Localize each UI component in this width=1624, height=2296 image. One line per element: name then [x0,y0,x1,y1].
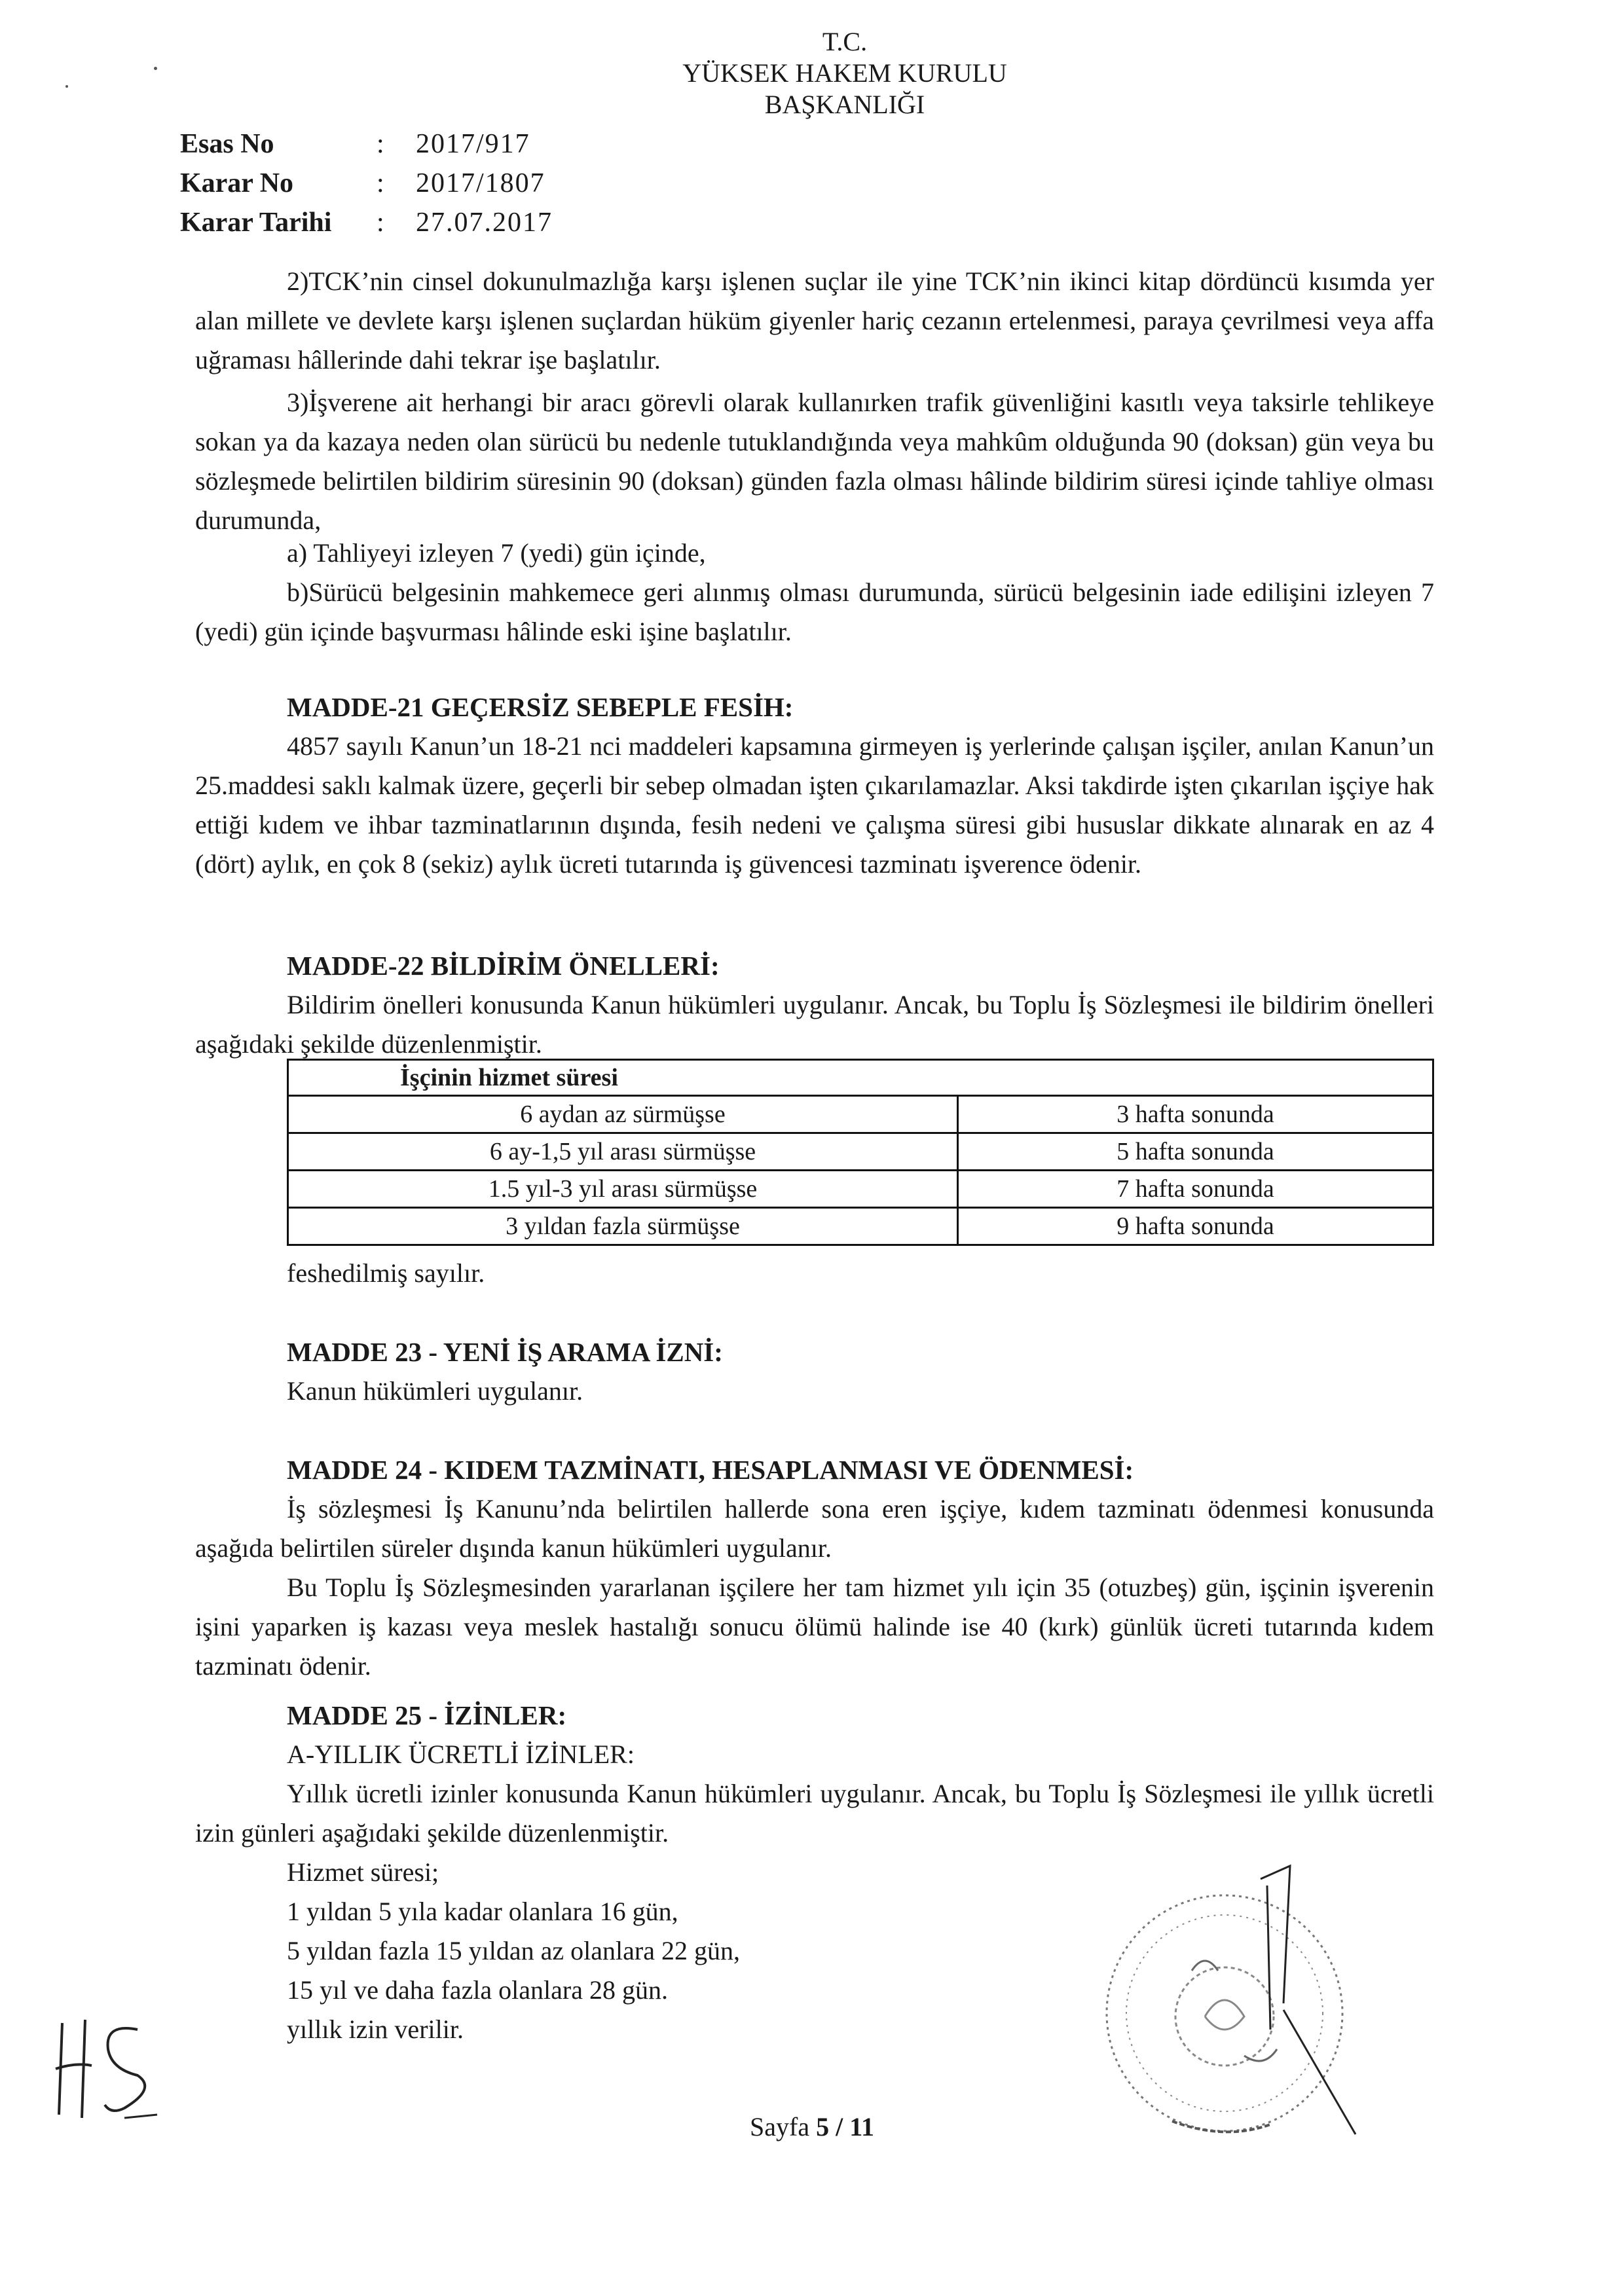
leave-list-item: 1 yıldan 5 yıla kadar olanlara 16 gün, [287,1897,678,1926]
section-text-madde24-p1: İş sözleşmesi İş Kanunu’nda belirtilen hallerde sona eren işçiye, kıdem tazminatı ödenmesi konusunda aşağıda belirtilen süreler dışında kanun hükümleri uygulanır. [195,1494,1434,1563]
paragraph-tck: 2)TCK’nin cinsel dokunulmazlığa karşı işlenen suçlar ile yine TCK’nin ikinci kitap dördüncü kısımda yer alan millete ve devlete karşı işlenen suçlardan hüküm giyenler hariç cezanın ertelenmesi, paraya çevrilmesi veya affa uğraması hâllerinde dahi tekrar işe başlatılır. [195,266,1434,374]
table-row [288,1096,1433,1133]
leave-list-item: 15 yıl ve daha fazla olanlara 28 gün. [287,1975,668,2005]
table-cell-notice: 7 hafta sonunda [958,1171,1433,1208]
section-title-madde22: MADDE-22 BİLDİRİM ÖNELLERİ: [287,951,720,981]
table-cell-period: 6 aydan az sürmüşse [288,1096,958,1133]
scan-speck [154,67,157,70]
table-header: İşçinin hizmet süresi [288,1060,1433,1096]
table-row [288,1171,1433,1208]
official-seal-stamp [1074,1859,1401,2154]
page-number: 5 [816,2112,830,2141]
page-separator: / [836,2112,843,2141]
section-title-madde21: MADDE-21 GEÇERSİZ SEBEPLE FESİH: [287,692,794,722]
section-text-madde24-p2: Bu Toplu İş Sözleşmesinden yararlanan işçilere her tam hizmet yılı için 35 (otuzbeş) gün, işçinin işverenin işini yaparken iş kazası veya meslek hastalığı sonucu ölümü halinde ise 40 (kırk) günlük ücreti tutarında kıdem tazminatı ödenir. [195,1573,1434,1681]
section-title-madde25: MADDE 25 - İZİNLER: [287,1700,567,1730]
table-cell-period: 6 ay-1,5 yıl arası sürmüşse [288,1133,958,1171]
meta-value: 27.07.2017 [416,208,553,238]
paragraph-item-a: a) Tahliyeyi izleyen 7 (yedi) gün içinde, [287,538,706,568]
meta-value: 2017/917 [416,129,530,159]
header-department: BAŞKANLIĞI [764,90,925,119]
section-text-madde25: Yıllık ücretli izinler konusunda Kanun hükümleri uygulanır. Ancak, bu Toplu İş Sözleşmesi ile yıllık ücretli izin günleri aşağıdaki şekilde düzenlenmiştir. [195,1779,1434,1848]
handwritten-initials [46,2016,164,2121]
leave-list-item: 5 yıldan fazla 15 yıldan az olanlara 22 gün, [287,1936,740,1965]
meta-colon: : [377,208,384,238]
meta-row-esas [180,124,553,164]
table-trailing-text: feshedilmiş sayılır. [287,1258,485,1288]
meta-key: Esas No [180,129,274,159]
paragraph-traffic: 3)İşverene ait herhangi bir aracı görevli olarak kullanırken trafik güvenliğini kasıtlı veya taksirle tehlikeye sokan ya da kazaya neden olan sürücü bu nedenle tutuklandığında veya mahkûm olduğunda 90 (doksan) gün veya bu sözleşmede belirtilen bildirim süresinin 90 (doksan) günden fazla olması hâlinde bildirim süresi içinde tahliye olması durumunda, [195,388,1434,535]
page-label: Sayfa [750,2112,810,2141]
header-institution: YÜKSEK HAKEM KURULU [682,58,1007,88]
meta-row-karar [180,164,553,203]
page-footer [0,2111,1624,2142]
table-cell-notice: 9 hafta sonunda [958,1208,1433,1245]
section-text-madde22: Bildirim önelleri konusunda Kanun hükümleri uygulanır. Ancak, bu Toplu İş Sözleşmesi ile bildirim önelleri aşağıdaki şekilde düzenlenmiştir. [195,990,1434,1059]
page-total: 11 [849,2112,874,2141]
meta-value: 2017/1807 [416,168,545,198]
section-subtitle-madde25: A-YILLIK ÜCRETLİ İZİNLER: [287,1740,635,1769]
table-cell-period: 1.5 yıl-3 yıl arası sürmüşse [288,1171,958,1208]
header-tc: T.C. [822,27,868,56]
leave-list-closing: yıllık izin verilir. [287,2014,464,2044]
meta-key: Karar Tarihi [180,208,332,238]
table-cell-notice: 3 hafta sonunda [958,1096,1433,1133]
table-cell-notice: 5 hafta sonunda [958,1133,1433,1171]
table-header-row [288,1060,1433,1096]
notice-period-table [287,1059,1434,1246]
meta-row-tarih [180,203,553,242]
table-row [288,1208,1433,1245]
section-title-madde24: MADDE 24 - KIDEM TAZMİNATI, HESAPLANMASI VE ÖDENMESİ: [287,1455,1134,1485]
section-title-madde23: MADDE 23 - YENİ İŞ ARAMA İZNİ: [287,1337,723,1367]
table-cell-period: 3 yıldan fazla sürmüşse [288,1208,958,1245]
scan-speck [65,85,68,88]
section-text-madde23: Kanun hükümleri uygulanır. [287,1376,583,1406]
meta-colon: : [377,129,384,159]
meta-key: Karar No [180,168,294,198]
table-row [288,1133,1433,1171]
case-metadata [180,124,553,242]
section-text-madde21: 4857 sayılı Kanun’un 18-21 nci maddeleri kapsamına girmeyen iş yerlerinde çalışan işçiler, anılan Kanun’un 25.maddesi saklı kalmak üzere, geçerli bir sebep olmadan işten çıkarılamazlar. Aksi takdirde işten çıkarılan işçiye hak ettiği kıdem ve ihbar tazminatlarının dışında, fesih nedeni ve çalışma süresi gibi hususlar dikkate alınarak en az 4 (dört) aylık, en çok 8 (sekiz) aylık ücreti tutarında iş güvencesi tazminatı işverence ödenir. [195,731,1434,879]
meta-colon: : [377,168,384,198]
leave-list-intro: Hizmet süresi; [287,1857,439,1887]
paragraph-item-b: b)Sürücü belgesinin mahkemece geri alınmış olması durumunda, sürücü belgesinin iade edilişini izleyen 7 (yedi) gün içinde başvurması hâlinde eski işine başlatılır. [195,577,1434,646]
